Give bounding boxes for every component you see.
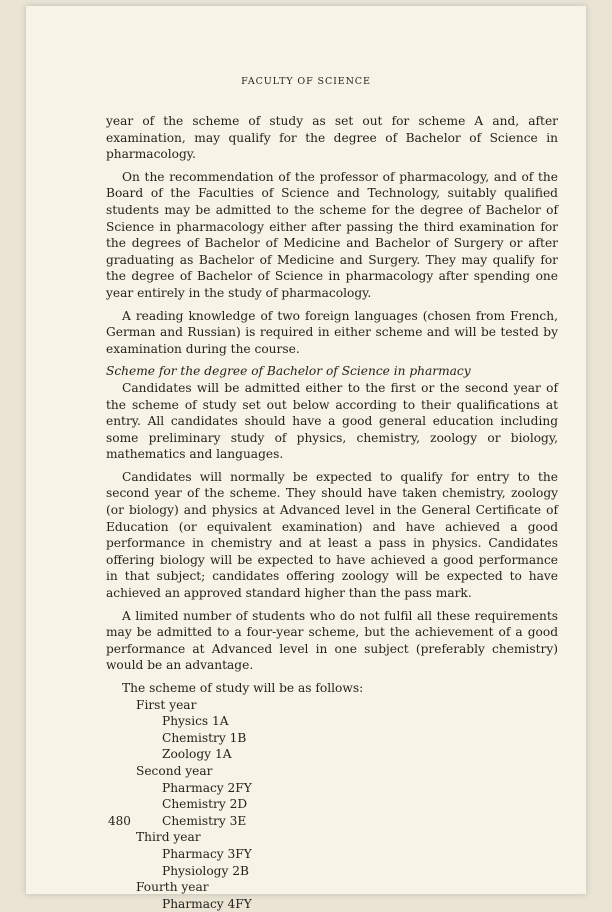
- document-page: [26, 6, 586, 911]
- year-label: First year: [136, 697, 197, 712]
- scheme-of-study: [106, 680, 558, 912]
- course-item: Pharmacy 4FY: [162, 896, 252, 911]
- course-item: Pharmacy 3FY: [162, 846, 252, 861]
- body-text: [106, 113, 558, 912]
- course-item: Pharmacy 2FY: [162, 780, 252, 795]
- paragraph-recommendation: On the recommendation of the professor of pharmacology, and of the Board of the Faculties of Science and Technology, suitably qualified students may be admitted to the scheme for the degree of Bachelor of Science in pharmacology either after passing the third examination for the degrees of Bachelor of Medicine and Bachelor of Surgery or after graduating as Bachelor of Medicine and Surgery. They may qualify for the degree of Bachelor of Science in pharmacology after spending one year entirely in the study of pharmacology.: [106, 169, 558, 300]
- running-header: FACULTY OF SCIENCE: [241, 76, 371, 87]
- year-label: Fourth year: [136, 880, 209, 895]
- course-item: Physiology 2B: [162, 863, 249, 878]
- course-item: Chemistry 3E: [162, 813, 247, 828]
- paragraph-four-year-scheme: A limited number of students who do not fulfil all these requirements may be admitted to a four-year scheme, but the achievement of a good performance at Advanced level in one subject (preferably chemistry) would be an advantage.: [106, 608, 558, 673]
- paragraph-admission: Candidates will be admitted either to the first or the second year of the scheme of study set out below according to their qualifications at entry. All candidates should have a good general education including some preliminary study of physics, chemistry, zoology or biology, mathematics and languages.: [106, 380, 558, 462]
- section-heading: Scheme for the degree of Bachelor of Science in pharmacy: [106, 364, 471, 379]
- scheme-intro: The scheme of study will be as follows:: [122, 681, 364, 695]
- course-item: Chemistry 2D: [162, 797, 248, 812]
- year-label: Third year: [136, 830, 201, 845]
- paragraph-languages: A reading knowledge of two foreign languages (chosen from French, German and Russian) is required in either scheme and will be tested by examination during the course.: [106, 308, 558, 356]
- course-item: Physics 1A: [162, 714, 229, 729]
- paragraph-entry-requirements: Candidates will normally be expected to qualify for entry to the second year of the scheme. They should have taken chemistry, zoology (or biology) and physics at Advanced level in the General Certificate of Education (or equivalent examination) and have achieved a good performance in chemistry and at least a pass in physics. Candidates offering biology will be expected to have achieved a good performance in that subject; candidates offering zoology will be expected to have achieved an approved standard higher than the pass mark.: [106, 469, 558, 601]
- year-label: Second year: [136, 763, 213, 778]
- page-number: 480: [108, 814, 131, 828]
- paragraph-continuation: year of the scheme of study as set out for scheme A and, after examination, may qualify for the degree of Bachelor of Science in pharmacology.: [106, 114, 558, 162]
- course-item: Zoology 1A: [162, 747, 232, 762]
- course-item: Chemistry 1B: [162, 730, 247, 745]
